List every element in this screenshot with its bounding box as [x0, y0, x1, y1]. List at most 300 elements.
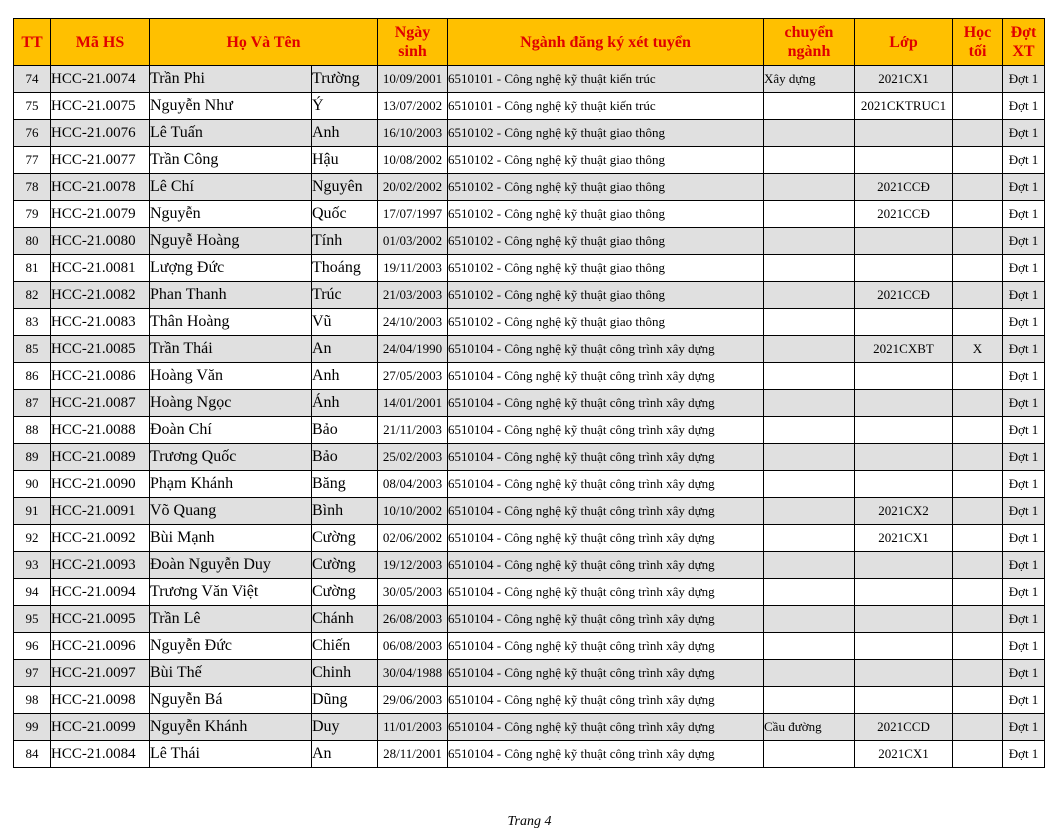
cell-tt: 77: [14, 147, 51, 174]
cell-dot-xt: Đợt 1: [1003, 444, 1045, 471]
cell-ten: Ánh: [312, 390, 378, 417]
cell-dot-xt: Đợt 1: [1003, 363, 1045, 390]
cell-ma-hs: HCC-21.0090: [51, 471, 150, 498]
table-row: [14, 471, 1045, 498]
table-row: [14, 201, 1045, 228]
cell-nganh: 6510102 - Công nghệ kỹ thuật giao thông: [448, 309, 764, 336]
col-header-hoc-toi: [953, 19, 1003, 66]
table-row: [14, 282, 1045, 309]
cell-dot-xt: Đợt 1: [1003, 309, 1045, 336]
cell-hoc-toi: [953, 579, 1003, 606]
cell-ma-hs: HCC-21.0083: [51, 309, 150, 336]
cell-ten: Bảo: [312, 444, 378, 471]
cell-lop: 2021CXBT: [855, 336, 953, 363]
col-header-lop: Lớp: [855, 19, 953, 66]
header-row: [14, 19, 1045, 66]
cell-hoc-toi: [953, 147, 1003, 174]
cell-dot-xt: Đợt 1: [1003, 120, 1045, 147]
cell-ma-hs: HCC-21.0087: [51, 390, 150, 417]
cell-ho-dem: Võ Quang: [150, 498, 312, 525]
cell-chuyen-nganh: [764, 741, 855, 768]
table-row: [14, 417, 1045, 444]
dot-xt-line1: Đợt: [1010, 24, 1037, 41]
cell-ngay-sinh: 19/12/2003: [378, 552, 448, 579]
table-row: [14, 66, 1045, 93]
col-header-nganh: Ngành đăng ký xét tuyển: [448, 19, 764, 66]
hoc-toi-line1: Học: [963, 24, 992, 41]
cell-nganh: 6510104 - Công nghệ kỹ thuật công trình xây dựng: [448, 525, 764, 552]
page-number: Trang 4: [507, 814, 552, 829]
cell-hoc-toi: [953, 606, 1003, 633]
cell-dot-xt: Đợt 1: [1003, 390, 1045, 417]
cell-lop: [855, 120, 953, 147]
hoc-toi-line2: tối: [968, 43, 987, 60]
table-row: [14, 147, 1045, 174]
cell-ten: Cường: [312, 525, 378, 552]
cell-ma-hs: HCC-21.0092: [51, 525, 150, 552]
cell-chuyen-nganh: [764, 255, 855, 282]
cell-ma-hs: HCC-21.0082: [51, 282, 150, 309]
cell-chuyen-nganh: [764, 201, 855, 228]
ngay-sinh-line1: Ngày: [394, 24, 431, 41]
cell-ho-dem: Hoàng Ngọc: [150, 390, 312, 417]
cell-lop: [855, 309, 953, 336]
cell-tt: 79: [14, 201, 51, 228]
cell-tt: 76: [14, 120, 51, 147]
cell-tt: 83: [14, 309, 51, 336]
cell-nganh: 6510104 - Công nghệ kỹ thuật công trình xây dựng: [448, 714, 764, 741]
cell-dot-xt: Đợt 1: [1003, 282, 1045, 309]
cell-hoc-toi: [953, 363, 1003, 390]
cell-tt: 91: [14, 498, 51, 525]
table-row: [14, 309, 1045, 336]
table-row: [14, 660, 1045, 687]
cell-lop: [855, 255, 953, 282]
cell-lop: [855, 471, 953, 498]
cell-ngay-sinh: 25/02/2003: [378, 444, 448, 471]
cell-ma-hs: HCC-21.0075: [51, 93, 150, 120]
cell-hoc-toi: [953, 498, 1003, 525]
cell-ma-hs: HCC-21.0078: [51, 174, 150, 201]
cell-tt: 89: [14, 444, 51, 471]
cell-ten: An: [312, 336, 378, 363]
cell-ho-dem: Đoàn Chí: [150, 417, 312, 444]
cell-ten: Cường: [312, 552, 378, 579]
cell-hoc-toi: [953, 741, 1003, 768]
col-header-ma-hs: Mã HS: [51, 19, 150, 66]
cell-ten: Anh: [312, 363, 378, 390]
cell-nganh: 6510104 - Công nghệ kỹ thuật công trình xây dựng: [448, 660, 764, 687]
cell-nganh: 6510104 - Công nghệ kỹ thuật công trình xây dựng: [448, 444, 764, 471]
cell-nganh: 6510104 - Công nghệ kỹ thuật công trình xây dựng: [448, 471, 764, 498]
cell-chuyen-nganh: [764, 390, 855, 417]
cell-lop: [855, 228, 953, 255]
cell-ho-dem: Nguyễn Bá: [150, 687, 312, 714]
cell-ho-dem: Trần Thái: [150, 336, 312, 363]
col-header-ho-ten: Họ Và Tên: [150, 19, 378, 66]
cell-chuyen-nganh: Xây dựng: [764, 66, 855, 93]
cell-hoc-toi: [953, 309, 1003, 336]
cell-lop: [855, 579, 953, 606]
cell-ngay-sinh: 30/04/1988: [378, 660, 448, 687]
cell-hoc-toi: [953, 93, 1003, 120]
table-row: [14, 552, 1045, 579]
cell-ngay-sinh: 10/08/2002: [378, 147, 448, 174]
cell-dot-xt: Đợt 1: [1003, 660, 1045, 687]
cell-lop: [855, 444, 953, 471]
table-row: [14, 606, 1045, 633]
cell-tt: 95: [14, 606, 51, 633]
cell-chuyen-nganh: Cầu đường: [764, 714, 855, 741]
cell-ngay-sinh: 01/03/2002: [378, 228, 448, 255]
cell-ma-hs: HCC-21.0086: [51, 363, 150, 390]
cell-ngay-sinh: 16/10/2003: [378, 120, 448, 147]
cell-ma-hs: HCC-21.0084: [51, 741, 150, 768]
cell-dot-xt: Đợt 1: [1003, 417, 1045, 444]
cell-dot-xt: Đợt 1: [1003, 498, 1045, 525]
cell-lop: 2021CX1: [855, 66, 953, 93]
col-header-tt: TT: [14, 19, 51, 66]
cell-nganh: 6510102 - Công nghệ kỹ thuật giao thông: [448, 147, 764, 174]
cell-nganh: 6510104 - Công nghệ kỹ thuật công trình xây dựng: [448, 336, 764, 363]
cell-dot-xt: Đợt 1: [1003, 471, 1045, 498]
cell-hoc-toi: [953, 714, 1003, 741]
cell-lop: [855, 417, 953, 444]
cell-tt: 97: [14, 660, 51, 687]
cell-nganh: 6510101 - Công nghệ kỹ thuật kiến trúc: [448, 66, 764, 93]
cell-ngay-sinh: 24/10/2003: [378, 309, 448, 336]
cell-chuyen-nganh: [764, 228, 855, 255]
cell-hoc-toi: [953, 687, 1003, 714]
cell-ho-dem: Nguyễ Hoàng: [150, 228, 312, 255]
cell-chuyen-nganh: [764, 552, 855, 579]
cell-dot-xt: Đợt 1: [1003, 147, 1045, 174]
cell-tt: 98: [14, 687, 51, 714]
cell-chuyen-nganh: [764, 525, 855, 552]
cell-ma-hs: HCC-21.0091: [51, 498, 150, 525]
cell-ho-dem: Trương Quốc: [150, 444, 312, 471]
table-row: [14, 390, 1045, 417]
cell-ngay-sinh: 24/04/1990: [378, 336, 448, 363]
cell-hoc-toi: [953, 390, 1003, 417]
cell-hoc-toi: [953, 174, 1003, 201]
cell-ho-dem: Trương Văn Việt: [150, 579, 312, 606]
dot-xt-line2: XT: [1012, 43, 1035, 60]
cell-nganh: 6510104 - Công nghệ kỹ thuật công trình xây dựng: [448, 498, 764, 525]
cell-nganh: 6510104 - Công nghệ kỹ thuật công trình xây dựng: [448, 687, 764, 714]
table-row: [14, 228, 1045, 255]
cell-lop: 2021CX1: [855, 525, 953, 552]
cell-ngay-sinh: 14/01/2001: [378, 390, 448, 417]
cell-dot-xt: Đợt 1: [1003, 687, 1045, 714]
cell-ten: Cường: [312, 579, 378, 606]
table-row: [14, 741, 1045, 768]
cell-ten: Bảo: [312, 417, 378, 444]
cell-ngay-sinh: 20/02/2002: [378, 174, 448, 201]
cell-ngay-sinh: 27/05/2003: [378, 363, 448, 390]
cell-ten: Trường: [312, 66, 378, 93]
cell-chuyen-nganh: [764, 606, 855, 633]
cell-dot-xt: Đợt 1: [1003, 741, 1045, 768]
cell-chuyen-nganh: [764, 363, 855, 390]
cell-ho-dem: Phạm Khánh: [150, 471, 312, 498]
cell-tt: 88: [14, 417, 51, 444]
cell-chuyen-nganh: [764, 174, 855, 201]
cell-ten: Ý: [312, 93, 378, 120]
cell-ho-dem: Lê Chí: [150, 174, 312, 201]
cell-lop: 2021CX1: [855, 741, 953, 768]
cell-chuyen-nganh: [764, 579, 855, 606]
cell-ho-dem: Nguyễn: [150, 201, 312, 228]
cell-ho-dem: Trần Công: [150, 147, 312, 174]
cell-hoc-toi: [953, 255, 1003, 282]
cell-nganh: 6510102 - Công nghệ kỹ thuật giao thông: [448, 282, 764, 309]
cell-ngay-sinh: 21/11/2003: [378, 417, 448, 444]
cell-ho-dem: Bùi Mạnh: [150, 525, 312, 552]
chuyen-nganh-line1: chuyển: [784, 24, 834, 41]
cell-lop: [855, 606, 953, 633]
table-row: [14, 525, 1045, 552]
cell-nganh: 6510102 - Công nghệ kỹ thuật giao thông: [448, 201, 764, 228]
cell-chuyen-nganh: [764, 417, 855, 444]
cell-ten: Duy: [312, 714, 378, 741]
table-row: [14, 687, 1045, 714]
cell-chuyen-nganh: [764, 309, 855, 336]
cell-ma-hs: HCC-21.0094: [51, 579, 150, 606]
cell-ma-hs: HCC-21.0093: [51, 552, 150, 579]
cell-ten: Chiến: [312, 633, 378, 660]
cell-hoc-toi: [953, 417, 1003, 444]
cell-hoc-toi: [953, 552, 1003, 579]
cell-lop: [855, 390, 953, 417]
cell-nganh: 6510104 - Công nghệ kỹ thuật công trình xây dựng: [448, 552, 764, 579]
cell-chuyen-nganh: [764, 498, 855, 525]
col-header-ngay-sinh: [378, 19, 448, 66]
cell-ten: An: [312, 741, 378, 768]
cell-tt: 80: [14, 228, 51, 255]
table-row: [14, 579, 1045, 606]
cell-nganh: 6510104 - Công nghệ kỹ thuật công trình xây dựng: [448, 741, 764, 768]
cell-ma-hs: HCC-21.0095: [51, 606, 150, 633]
table-row: [14, 633, 1045, 660]
cell-tt: 86: [14, 363, 51, 390]
cell-ten: Chinh: [312, 660, 378, 687]
cell-ma-hs: HCC-21.0076: [51, 120, 150, 147]
cell-ma-hs: HCC-21.0089: [51, 444, 150, 471]
cell-tt: 78: [14, 174, 51, 201]
cell-ngay-sinh: 10/10/2002: [378, 498, 448, 525]
cell-tt: 87: [14, 390, 51, 417]
cell-ho-dem: Phan Thanh: [150, 282, 312, 309]
cell-ten: Tính: [312, 228, 378, 255]
cell-ho-dem: Trần Phi: [150, 66, 312, 93]
cell-hoc-toi: [953, 282, 1003, 309]
cell-ten: Bình: [312, 498, 378, 525]
cell-tt: 84: [14, 741, 51, 768]
ngay-sinh-line2: sinh: [398, 43, 427, 60]
cell-ma-hs: HCC-21.0080: [51, 228, 150, 255]
cell-nganh: 6510102 - Công nghệ kỹ thuật giao thông: [448, 120, 764, 147]
cell-ten: Trúc: [312, 282, 378, 309]
cell-ngay-sinh: 21/03/2003: [378, 282, 448, 309]
cell-dot-xt: Đợt 1: [1003, 93, 1045, 120]
cell-dot-xt: Đợt 1: [1003, 525, 1045, 552]
cell-tt: 93: [14, 552, 51, 579]
cell-ma-hs: HCC-21.0098: [51, 687, 150, 714]
table-row: [14, 93, 1045, 120]
cell-ma-hs: HCC-21.0099: [51, 714, 150, 741]
cell-ho-dem: Nguyễn Khánh: [150, 714, 312, 741]
cell-tt: 81: [14, 255, 51, 282]
cell-tt: 85: [14, 336, 51, 363]
cell-hoc-toi: [953, 66, 1003, 93]
cell-tt: 75: [14, 93, 51, 120]
cell-ho-dem: Đoàn Nguyễn Duy: [150, 552, 312, 579]
cell-nganh: 6510102 - Công nghệ kỹ thuật giao thông: [448, 255, 764, 282]
cell-ho-dem: Lượng Đức: [150, 255, 312, 282]
cell-hoc-toi: [953, 525, 1003, 552]
cell-ngay-sinh: 17/07/1997: [378, 201, 448, 228]
cell-chuyen-nganh: [764, 336, 855, 363]
cell-chuyen-nganh: [764, 633, 855, 660]
cell-ho-dem: Nguyễn Đức: [150, 633, 312, 660]
cell-lop: [855, 660, 953, 687]
cell-lop: [855, 687, 953, 714]
cell-hoc-toi: [953, 201, 1003, 228]
table-row: [14, 120, 1045, 147]
cell-ma-hs: HCC-21.0081: [51, 255, 150, 282]
cell-dot-xt: Đợt 1: [1003, 579, 1045, 606]
cell-ma-hs: HCC-21.0088: [51, 417, 150, 444]
cell-nganh: 6510102 - Công nghệ kỹ thuật giao thông: [448, 174, 764, 201]
cell-dot-xt: Đợt 1: [1003, 174, 1045, 201]
cell-lop: [855, 147, 953, 174]
cell-ho-dem: Hoàng Văn: [150, 363, 312, 390]
cell-chuyen-nganh: [764, 660, 855, 687]
cell-dot-xt: Đợt 1: [1003, 633, 1045, 660]
cell-ho-dem: Nguyễn Như: [150, 93, 312, 120]
cell-ten: Chánh: [312, 606, 378, 633]
cell-ma-hs: HCC-21.0079: [51, 201, 150, 228]
chuyen-nganh-line2: ngành: [787, 43, 831, 60]
cell-ho-dem: Thân Hoàng: [150, 309, 312, 336]
cell-ngay-sinh: 10/09/2001: [378, 66, 448, 93]
cell-ngay-sinh: 28/11/2001: [378, 741, 448, 768]
cell-ten: Dũng: [312, 687, 378, 714]
cell-ngay-sinh: 08/04/2003: [378, 471, 448, 498]
cell-lop: 2021CCD: [855, 714, 953, 741]
cell-chuyen-nganh: [764, 93, 855, 120]
cell-hoc-toi: X: [953, 336, 1003, 363]
cell-nganh: 6510104 - Công nghệ kỹ thuật công trình xây dựng: [448, 579, 764, 606]
cell-ngay-sinh: 19/11/2003: [378, 255, 448, 282]
cell-tt: 92: [14, 525, 51, 552]
cell-dot-xt: Đợt 1: [1003, 255, 1045, 282]
cell-dot-xt: Đợt 1: [1003, 66, 1045, 93]
cell-nganh: 6510104 - Công nghệ kỹ thuật công trình xây dựng: [448, 606, 764, 633]
cell-chuyen-nganh: [764, 282, 855, 309]
cell-ten: Hậu: [312, 147, 378, 174]
student-table: [13, 18, 1045, 768]
table-row: [14, 336, 1045, 363]
cell-hoc-toi: [953, 228, 1003, 255]
cell-ma-hs: HCC-21.0096: [51, 633, 150, 660]
cell-lop: 2021CCĐ: [855, 174, 953, 201]
table-row: [14, 444, 1045, 471]
cell-ma-hs: HCC-21.0085: [51, 336, 150, 363]
cell-ho-dem: Lê Tuấn: [150, 120, 312, 147]
cell-ten: Vũ: [312, 309, 378, 336]
cell-dot-xt: Đợt 1: [1003, 336, 1045, 363]
cell-chuyen-nganh: [764, 444, 855, 471]
cell-tt: 90: [14, 471, 51, 498]
cell-dot-xt: Đợt 1: [1003, 201, 1045, 228]
cell-ngay-sinh: 13/07/2002: [378, 93, 448, 120]
cell-lop: [855, 363, 953, 390]
cell-ma-hs: HCC-21.0077: [51, 147, 150, 174]
cell-lop: [855, 633, 953, 660]
cell-lop: [855, 552, 953, 579]
cell-hoc-toi: [953, 471, 1003, 498]
cell-ma-hs: HCC-21.0097: [51, 660, 150, 687]
cell-ho-dem: Lê Thái: [150, 741, 312, 768]
cell-dot-xt: Đợt 1: [1003, 606, 1045, 633]
cell-chuyen-nganh: [764, 687, 855, 714]
table-body: [14, 66, 1045, 768]
col-header-chuyen-nganh: [764, 19, 855, 66]
cell-ngay-sinh: 29/06/2003: [378, 687, 448, 714]
cell-ma-hs: HCC-21.0074: [51, 66, 150, 93]
cell-dot-xt: Đợt 1: [1003, 228, 1045, 255]
cell-ten: Thoáng: [312, 255, 378, 282]
cell-hoc-toi: [953, 120, 1003, 147]
cell-hoc-toi: [953, 660, 1003, 687]
cell-tt: 94: [14, 579, 51, 606]
table-row: [14, 714, 1045, 741]
cell-nganh: 6510104 - Công nghệ kỹ thuật công trình xây dựng: [448, 417, 764, 444]
cell-tt: 96: [14, 633, 51, 660]
cell-ngay-sinh: 02/06/2002: [378, 525, 448, 552]
cell-dot-xt: Đợt 1: [1003, 714, 1045, 741]
cell-tt: 82: [14, 282, 51, 309]
cell-chuyen-nganh: [764, 147, 855, 174]
cell-nganh: 6510104 - Công nghệ kỹ thuật công trình xây dựng: [448, 363, 764, 390]
cell-nganh: 6510104 - Công nghệ kỹ thuật công trình xây dựng: [448, 390, 764, 417]
cell-tt: 99: [14, 714, 51, 741]
cell-hoc-toi: [953, 444, 1003, 471]
table-row: [14, 174, 1045, 201]
cell-ngay-sinh: 06/08/2003: [378, 633, 448, 660]
cell-tt: 74: [14, 66, 51, 93]
cell-lop: 2021CCĐ: [855, 282, 953, 309]
cell-chuyen-nganh: [764, 471, 855, 498]
table-row: [14, 363, 1045, 390]
cell-hoc-toi: [953, 633, 1003, 660]
cell-nganh: 6510101 - Công nghệ kỹ thuật kiến trúc: [448, 93, 764, 120]
cell-lop: 2021CX2: [855, 498, 953, 525]
table-row: [14, 255, 1045, 282]
cell-lop: 2021CKTRUC1: [855, 93, 953, 120]
cell-ten: Nguyên: [312, 174, 378, 201]
cell-ho-dem: Bùi Thế: [150, 660, 312, 687]
cell-ten: Băng: [312, 471, 378, 498]
cell-ten: Quốc: [312, 201, 378, 228]
table-row: [14, 498, 1045, 525]
cell-lop: 2021CCĐ: [855, 201, 953, 228]
cell-ten: Anh: [312, 120, 378, 147]
cell-ho-dem: Trần Lê: [150, 606, 312, 633]
cell-ngay-sinh: 11/01/2003: [378, 714, 448, 741]
